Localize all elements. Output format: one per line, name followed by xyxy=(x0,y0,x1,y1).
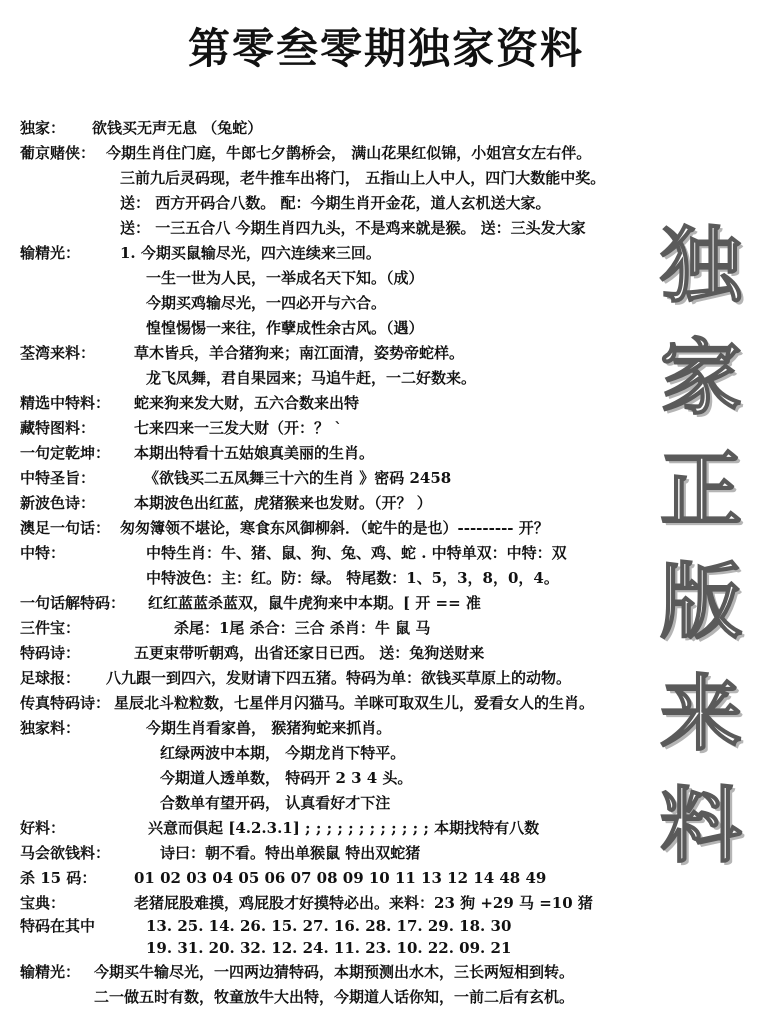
row-line: 三前九后灵码现，老牛推车出将门， 五指山上人中人，四门大数能中奖。 xyxy=(120,169,606,187)
watermark-char: 正 xyxy=(659,442,742,538)
row-line: 惶惶惕惕一来往，作孽成性余古风。（遇） xyxy=(146,319,424,337)
row-label: 藏特图料： xyxy=(20,419,96,437)
row-label: 一句定乾坤： xyxy=(20,444,111,462)
row-label: 特码诗： xyxy=(20,644,81,662)
row-line: 送： 西方开码合八数。 配：今期生肖开金花，道人玄机送大家。 xyxy=(120,194,551,212)
row-line: 中特生肖：牛、猪、鼠、狗、兔、鸡、蛇 . 中特单双：中特：双 xyxy=(146,544,567,562)
row-label: 三件宝： xyxy=(20,619,81,637)
row-line: 1. 今期买鼠输尽光，四六连续来三回。 xyxy=(120,244,381,262)
row-line: 兴意而俱起 [4.2.3.1] ; ; ; ; ; ; ; ; ; ; ; ; 本期找特有八数 xyxy=(148,819,540,837)
row-line: 欲钱买无声无息 （兔蛇） xyxy=(92,119,263,137)
watermark-char: 版 xyxy=(659,554,742,650)
row-line: 今期生肖看家兽， 猴猪狗蛇来抓肖。 xyxy=(146,719,392,737)
row-label: 输精光： xyxy=(20,963,81,981)
row-line: 一生一世为人民，一举成名天下知。（成） xyxy=(146,269,424,287)
row-line: 五更束带听朝鸡，出省还家日已西。 送：兔狗送财来 xyxy=(134,644,485,662)
row-line: 今期买牛输尽光，一四两边猜特码，本期预测出水木，三长两短相到转。 xyxy=(94,963,575,981)
row-label: 一句话解特码： xyxy=(20,594,126,612)
row-line: 今期买鸡输尽光，一四必开与六合。 xyxy=(146,294,387,312)
row-label: 新波色诗： xyxy=(20,494,96,512)
row-line: 今期生肖住门庭，牛郎七夕鹊桥会， 满山花果红似锦，小姐宫女左右伴。 xyxy=(106,144,592,162)
row-label: 精选中特料： xyxy=(20,394,111,412)
row-label: 输精光： xyxy=(20,244,81,262)
watermark-char: 独 xyxy=(659,218,742,314)
row-line: 二一做五时有数，牧童放牛大出特，今期道人话你知，一前二后有玄机。 xyxy=(94,988,575,1006)
row-label: 足球报： xyxy=(20,669,81,687)
row-label: 好料： xyxy=(20,819,66,837)
row-line: 13. 25. 14. 26. 15. 27. 16. 28. 17. 29. 18. 30 xyxy=(146,917,512,935)
row-label: 马会欲钱料： xyxy=(20,844,111,862)
row-line: 19. 31. 20. 32. 12. 24. 11. 23. 10. 22. 09. 21 xyxy=(146,939,512,957)
row-line: 本期波色出红蓝，虎猪猴来也发财。（开？ ） xyxy=(134,494,432,512)
row-label: 澳足一句话： xyxy=(20,519,111,537)
row-line: 老猪屁股难摸，鸡屁股才好摸特必出。来料：23 狗 +29 马 =10 猪 xyxy=(134,894,593,912)
row-label: 葡京赌侠： xyxy=(20,144,96,162)
row-line: 红红蓝蓝杀蓝双，鼠牛虎狗来中本期。[ 开 == 准 xyxy=(148,594,481,612)
watermark-char: 料 xyxy=(659,778,742,874)
row-label: 中特圣旨： xyxy=(20,469,96,487)
watermark-char: 家 xyxy=(659,330,742,426)
row-label: 中特： xyxy=(20,544,66,562)
row-line: 01 02 03 04 05 06 07 08 09 10 11 13 12 14 48 49 xyxy=(134,869,547,887)
row-line: 本期出特看十五姑娘真美丽的生肖。 xyxy=(134,444,375,462)
row-label: 独家料： xyxy=(20,719,81,737)
row-line: 星辰北斗粒粒数，七星伴月闪猫马。羊咪可取双生儿，爱看女人的生肖。 xyxy=(114,694,595,712)
row-line: 匆匆簿领不堪论，寒食东风御柳斜．（蛇牛的是也）--------- 开？ xyxy=(120,519,549,537)
row-line: 合数单有望开码， 认真看好才下注 xyxy=(160,794,391,812)
row-label: 宝典： xyxy=(20,894,66,912)
row-line: 红绿两波中本期， 今期龙肖下特平。 xyxy=(160,744,406,762)
watermark-char: 来 xyxy=(659,666,742,762)
row-line: 杀尾：1尾 杀合：三合 杀肖：牛 鼠 马 xyxy=(174,619,431,637)
row-label: 杀 15 码： xyxy=(20,869,97,887)
row-line: 今期道人透单数， 特码开 2 3 4 头。 xyxy=(160,769,413,787)
row-label: 荃湾来料： xyxy=(20,344,96,362)
row-label: 传真特码诗： xyxy=(20,694,111,712)
row-line: 中特波色：主：红。防：绿。 特尾数：1、5，3，8，0，4。 xyxy=(146,569,559,587)
row-line: 草木皆兵，羊合猪狗来；南江面清，姿势帝蛇样。 xyxy=(134,344,465,362)
row-label: 特码在其中 xyxy=(20,917,96,935)
row-line: 蛇来狗来发大财，五六合数来出特 xyxy=(134,394,360,412)
row-line: 龙飞凤舞，君自果园来；马追牛赶，一二好数来。 xyxy=(146,369,477,387)
page-title: 第零叁零期独家资料 xyxy=(187,24,584,73)
row-line: 送： 一三五合八 今期生肖四九头，不是鸡来就是猴。 送：三头发大家 xyxy=(120,219,586,237)
row-line: 诗曰：朝不看。特出单猴鼠 特出双蛇猪 xyxy=(160,844,421,862)
row-line: 八九跟一到四六，发财请下四五猪。特码为单：欲钱买草原上的动物。 xyxy=(106,669,572,687)
row-label: 独家： xyxy=(20,119,66,137)
row-line: 七来四来一三发大财（开：？ ` xyxy=(134,419,342,437)
row-line: 《欲钱买二五凤舞三十六的生肖 》密码 2458 xyxy=(144,469,452,487)
